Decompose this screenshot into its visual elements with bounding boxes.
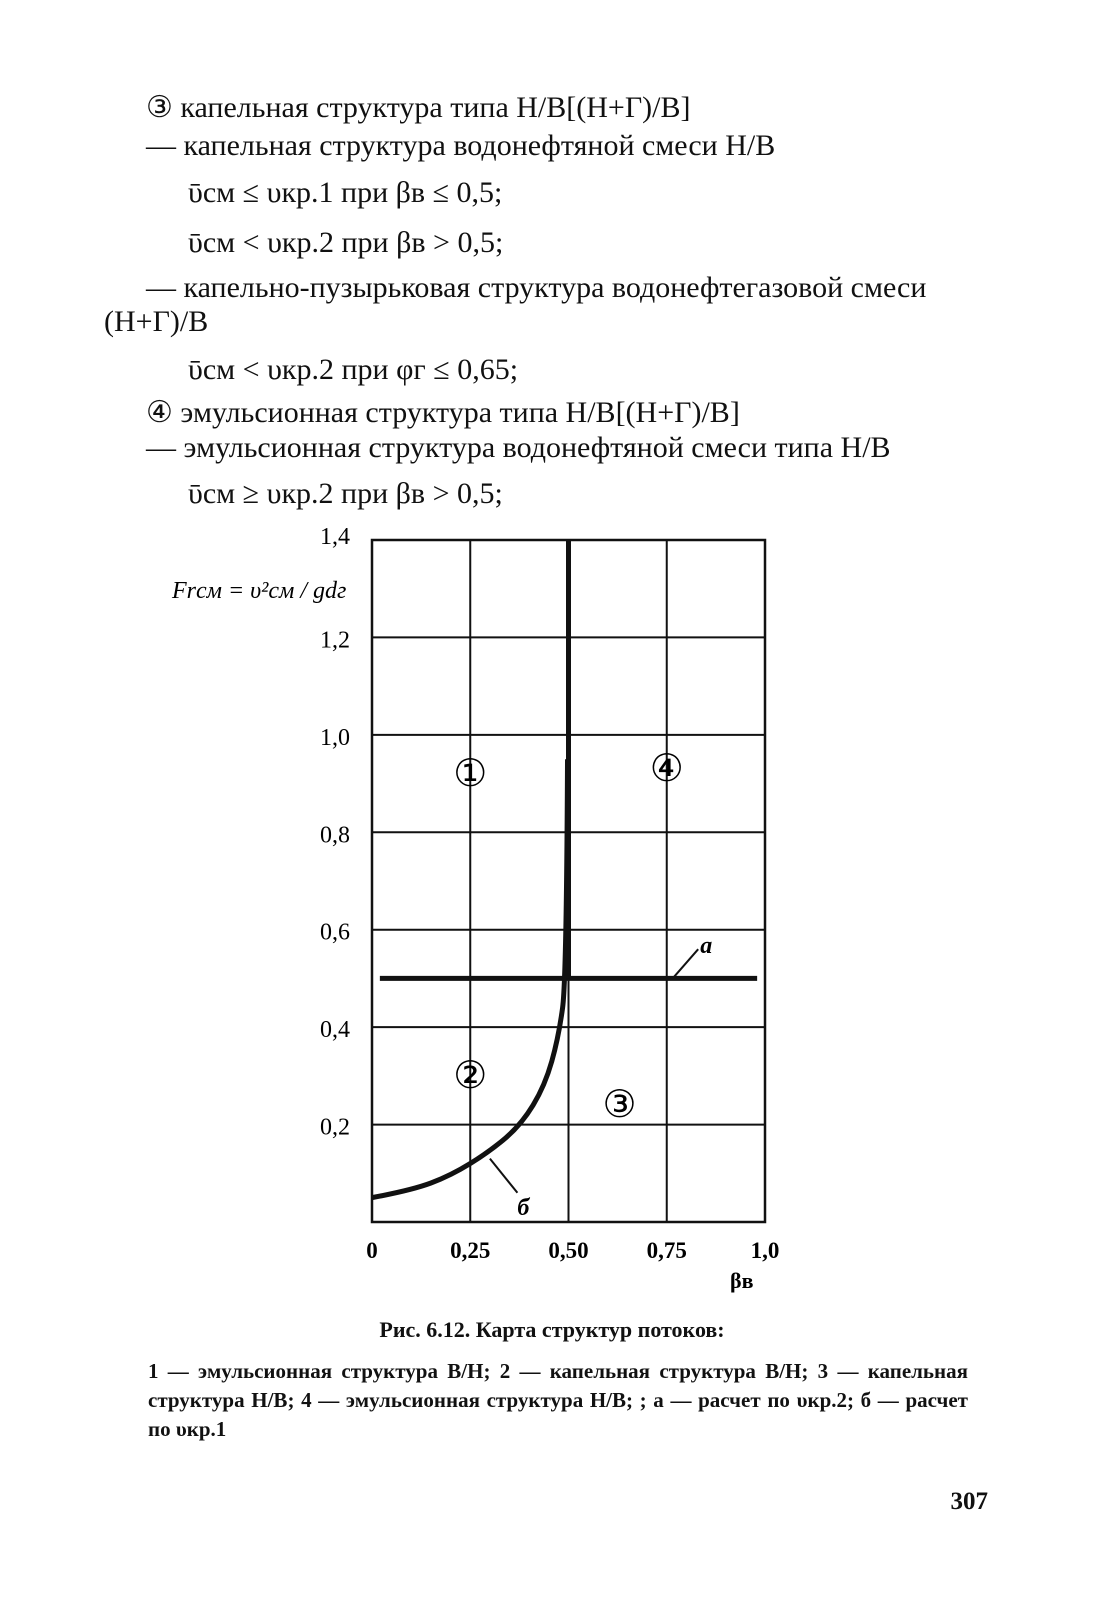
y-tick-label: 1,0: [320, 724, 350, 751]
y-tick-label: 0,4: [320, 1017, 350, 1044]
leader-a: [673, 949, 699, 978]
formula-4: ῡсм ≥ υкр.2 при βв > 0,5;: [188, 477, 503, 510]
figure-caption-text: 1 — эмульсионная структура В/Н; 2 — капельная структура В/Н; 3 — капельная структура Н/В; 4 — эмульсионная структура Н/В; ; а — расчет по υкр.2; б — расчет по υкр.1: [148, 1359, 968, 1441]
line-label-b: б: [517, 1194, 530, 1221]
text-line-6: — эмульсионная структура водонефтяной смеси типа Н/В: [146, 431, 891, 464]
region-label-3: ②: [453, 1052, 488, 1097]
region-label-4: ③: [602, 1082, 637, 1127]
y-axis-label: Frсм = υ²см / gdг: [172, 578, 347, 604]
y-tick-label: 0,2: [320, 1114, 350, 1141]
line-label-a: а: [700, 933, 713, 960]
text-line-2: — капельная структура водонефтяной смеси Н/В: [146, 129, 776, 162]
leader-b: [490, 1159, 518, 1193]
x-tick-label: 0,75: [646, 1238, 687, 1263]
formula-3: ῡсм < υкр.2 при φг ≤ 0,65;: [188, 353, 519, 386]
x-axis-label: βв: [730, 1268, 754, 1293]
text-line-1: ③ капельная структура типа Н/В[(Н+Г)/В]: [146, 91, 691, 124]
page-number: 307: [950, 1488, 988, 1515]
chart-ticks: [320, 524, 779, 1263]
region-label-2: ④: [649, 745, 684, 790]
figure-caption-title: Рис. 6.12. Карта структур потоков:: [379, 1317, 725, 1342]
formula-2: ῡсм < υкр.2 при βв > 0,5;: [188, 226, 504, 259]
region-label-1: ①: [453, 750, 488, 795]
x-tick-label: 1,0: [750, 1238, 780, 1263]
text-line-4: (Н+Г)/В: [104, 305, 209, 338]
y-tick-label: 1,2: [320, 627, 350, 654]
formula-1: ῡсм ≤ υкр.1 при βв ≤ 0,5;: [188, 176, 503, 209]
y-tick-label: 0,8: [320, 822, 350, 849]
x-tick-label: 0,50: [548, 1238, 589, 1263]
x-tick-label: 0: [366, 1238, 378, 1263]
y-tick-label: 0,6: [320, 919, 350, 946]
x-tick-label: 0,25: [450, 1238, 491, 1263]
text-line-3: — капельно-пузырьковая структура водонефтегазовой смеси: [146, 271, 927, 304]
y-tick-label: 1,4: [320, 524, 350, 550]
chart-series: [372, 540, 757, 1221]
text-line-5: ④ эмульсионная структура типа Н/В[(Н+Г)/В]: [146, 396, 740, 429]
